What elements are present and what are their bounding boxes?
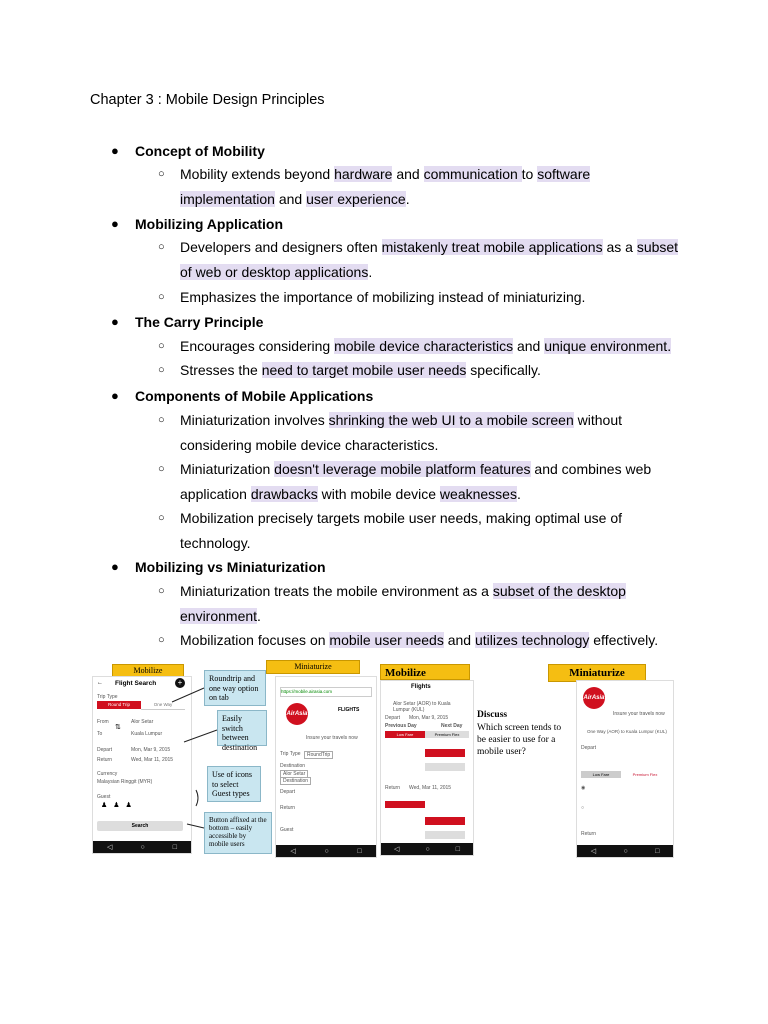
bullet-icon: ● — [111, 216, 119, 231]
list-item: ○ Miniaturization doesn't leverage mobile platform features and combines web application drawbacks with mobile device weaknesses. — [180, 457, 680, 506]
bullet-icon: ● — [111, 143, 119, 158]
list-item: ○ Mobilization focuses on mobile user needs and utilizes technology effectively. — [180, 628, 680, 653]
list-item: ○ Miniaturization involves shrinking the web UI to a mobile screen without considering mobile device characteristics. — [180, 408, 680, 457]
back-arrow-icon: ← — [97, 680, 103, 686]
list-item: ○ Encourages considering mobile device characteristics and unique environment. — [180, 334, 680, 359]
hollow-bullet-icon: ○ — [158, 634, 165, 646]
list-item: ○ Stresses the need to target mobile user needs specifically. — [180, 358, 680, 383]
mobilize-results-screen: Flights Alor Setar (AOR) to Kuala Lumpur (KUL) Depart Mon, Mar 9, 2015 Previous Day Next Day Low Fare Premium Flex Return Wed, Mar 11, 2015 ◁ ○ □ — [380, 680, 474, 856]
bullet-icon: ● — [111, 314, 119, 329]
comparison-slide-image — [92, 658, 676, 858]
hollow-bullet-icon: ○ — [158, 291, 165, 303]
radio-icon: ○ — [581, 805, 585, 811]
hollow-bullet-icon: ○ — [158, 463, 165, 475]
home-nav-icon: ○ — [140, 843, 145, 851]
bullet-icon: ● — [111, 559, 119, 574]
list-item: ○ Mobilization precisely targets mobile user needs, making optimal use of technology. — [180, 506, 680, 555]
heading-concept-of-mobility: ● Concept of Mobility — [111, 143, 265, 159]
miniaturize-label-2: Miniaturize — [548, 664, 646, 682]
callout-arrows — [92, 658, 292, 858]
miniaturize-results-screen: AirAsia Insure your travels now One Way (AOR) to Kuala Lumpur (KUL) Depart Low Fare Premium Flex ◉ ○ Return ◁ ○ □ — [576, 680, 674, 858]
page-title: Chapter 3 : Mobile Design Principles — [90, 92, 325, 108]
tab-one-way: One Way — [141, 701, 185, 710]
radio-icon: ◉ — [581, 785, 586, 791]
hollow-bullet-icon: ○ — [158, 340, 165, 352]
hollow-bullet-icon: ○ — [158, 512, 165, 524]
bullet-icon: ● — [111, 388, 119, 403]
hollow-bullet-icon: ○ — [158, 585, 165, 597]
list-item: ○ Emphasizes the importance of mobilizing instead of miniaturizing. — [180, 285, 680, 310]
list-item: ○ Mobility extends beyond hardware and communication to software implementation and user experience. — [180, 162, 680, 211]
discuss-question: Which screen tends to be easier to use for a mobile user? — [477, 723, 562, 757]
hollow-bullet-icon: ○ — [158, 168, 165, 180]
mobilize-label-2: Mobilize — [380, 664, 470, 680]
url-bar: https://mobile.airasia.com — [280, 687, 372, 697]
mobilize-phone-screen: ← Flight Search + Trip Type Round Trip One Way From Alor Setar ⇅ To Kuala Lumpur Depart Mon, Mar 9, 2015 Return Wed, Mar 11, 2015 Currency Malaysian Ringgit (MYR) Guest ♟♟♟ Search ◁ ○ □ — [92, 676, 192, 854]
list-item: ○ Miniaturization treats the mobile environment as a subset of the desktop environment. — [180, 579, 680, 628]
hollow-bullet-icon: ○ — [158, 364, 165, 376]
callout-switch: Easily switch between destination — [217, 710, 267, 746]
callout-icons: Use of icons to select Guest types — [207, 766, 261, 802]
airasia-logo: AirAsia — [286, 703, 308, 725]
heading-mobilizing-application: ● Mobilizing Application — [111, 216, 284, 232]
callout-button: Button affixed at the bottom – easily accessible by mobile users — [204, 812, 272, 854]
fare-option — [425, 763, 465, 771]
heading-mobilizing-vs-miniaturization: ● Mobilizing vs Miniaturization — [111, 559, 326, 575]
screen-title: Flight Search — [115, 680, 157, 687]
selected-fare — [425, 749, 465, 757]
heading-the-carry-principle: ● The Carry Principle — [111, 314, 264, 330]
back-nav-icon: ◁ — [107, 844, 113, 851]
mobilize-label: Mobilize — [112, 664, 184, 678]
miniaturize-label: Miniaturize — [266, 660, 360, 674]
guest-type-icons: ♟♟♟ — [101, 802, 138, 809]
android-nav-bar: ◁ ○ □ — [381, 843, 473, 855]
plus-icon: + — [175, 678, 185, 688]
android-nav-bar: ◁ ○ □ — [577, 845, 673, 857]
miniaturize-phone-screen: https://mobile.airasia.com AirAsia FLIGHTS Insure your travels now Trip Type RoundTrip Destination Alor Setar Destination Depart Return Guest ◁ ○ □ — [275, 676, 377, 858]
tab-round-trip: Round Trip — [97, 701, 141, 709]
recents-nav-icon: □ — [172, 843, 177, 851]
search-button: Search — [97, 821, 183, 831]
hollow-bullet-icon: ○ — [158, 241, 165, 253]
airasia-logo: AirAsia — [583, 687, 605, 709]
list-item: ○ Developers and designers often mistakenly treat mobile applications as a subset of web or desktop applications. — [180, 235, 680, 284]
discuss-heading: Discuss — [477, 710, 508, 720]
callout-roundtrip: Roundtrip and one way option on tab — [204, 670, 266, 706]
heading-components-of-mobile-applications: ● Components of Mobile Applications — [111, 388, 374, 404]
swap-icon: ⇅ — [115, 724, 121, 731]
android-nav-bar: ◁ ○ □ — [276, 845, 376, 857]
hollow-bullet-icon: ○ — [158, 414, 165, 426]
